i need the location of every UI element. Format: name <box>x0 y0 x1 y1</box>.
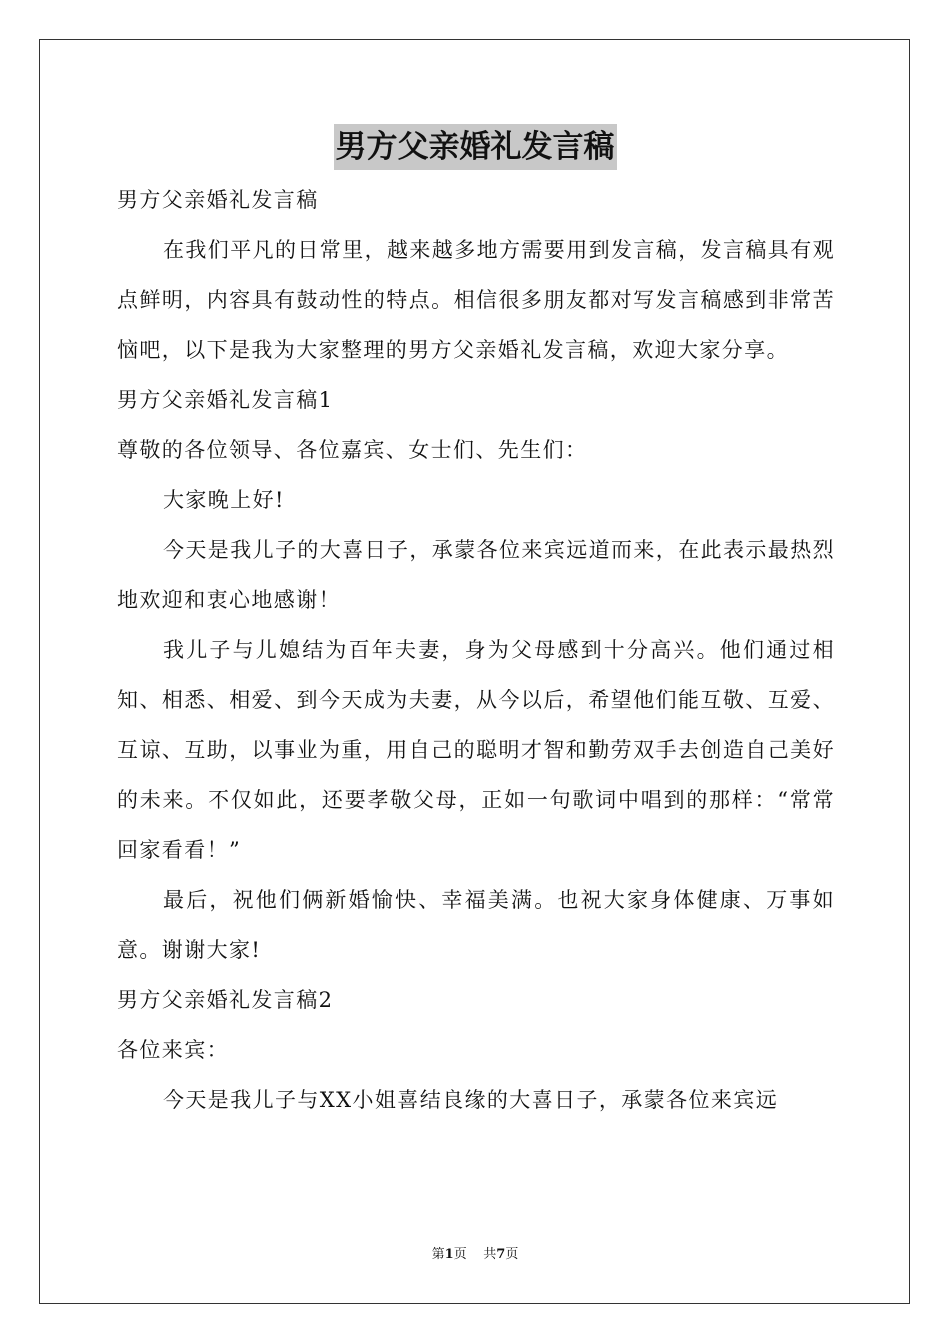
title-container <box>0 124 950 170</box>
section-heading-1: 男方父亲婚礼发言稿1 <box>117 388 334 412</box>
section-heading-2: 男方父亲婚礼发言稿2 <box>117 988 334 1012</box>
footer-page-label: 页 <box>453 1247 467 1262</box>
page-footer <box>0 1246 950 1264</box>
document-title: 男方父亲婚礼发言稿 <box>334 124 617 170</box>
paragraph-greeting: 大家晚上好! <box>163 488 285 512</box>
paragraph-welcome: 今天是我儿子的大喜日子，承蒙各位来宾远道而来，在此表示最热烈地欢迎和衷心地感谢！ <box>117 538 835 612</box>
document-body <box>117 175 835 1125</box>
paragraph-wishes: 我儿子与儿媳结为百年夫妻，身为父母感到十分高兴。他们通过相知、相悉、相爱、到今天成为夫妻，从今以后，希望他们能互敬、互爱、互谅、互助，以事业为重，用自己的聪明才智和勤劳双手去创造自己美好的未来。不仅如此，还要孝敬父母，正如一句歌词中唱到的那样：“常常回家看看！” <box>117 638 835 862</box>
paragraph-subtitle: 男方父亲婚礼发言稿 <box>117 188 319 212</box>
footer-total-label: 页 <box>505 1247 519 1262</box>
footer-page-number: 1 <box>444 1247 454 1262</box>
paragraph-intro: 在我们平凡的日常里，越来越多地方需要用到发言稿，发言稿具有观点鲜明，内容具有鼓动性的特点。相信很多朋友都对写发言稿感到非常苦恼吧，以下是我为大家整理的男方父亲婚礼发言稿，欢迎大家分享。 <box>117 238 835 362</box>
footer-total-prefix: 共 <box>483 1247 497 1262</box>
paragraph-section2-opening: 今天是我儿子与XX小姐喜结良缘的大喜日子，承蒙各位来宾远 <box>163 1088 779 1112</box>
paragraph-salutation-1: 尊敬的各位领导、各位嘉宾、女士们、先生们： <box>117 438 588 462</box>
footer-page-prefix: 第 <box>431 1247 445 1262</box>
paragraph-salutation-2: 各位来宾： <box>117 1038 229 1062</box>
footer-total-pages: 7 <box>496 1247 506 1262</box>
paragraph-closing: 最后，祝他们俩新婚愉快、幸福美满。也祝大家身体健康、万事如意。谢谢大家! <box>117 888 835 962</box>
